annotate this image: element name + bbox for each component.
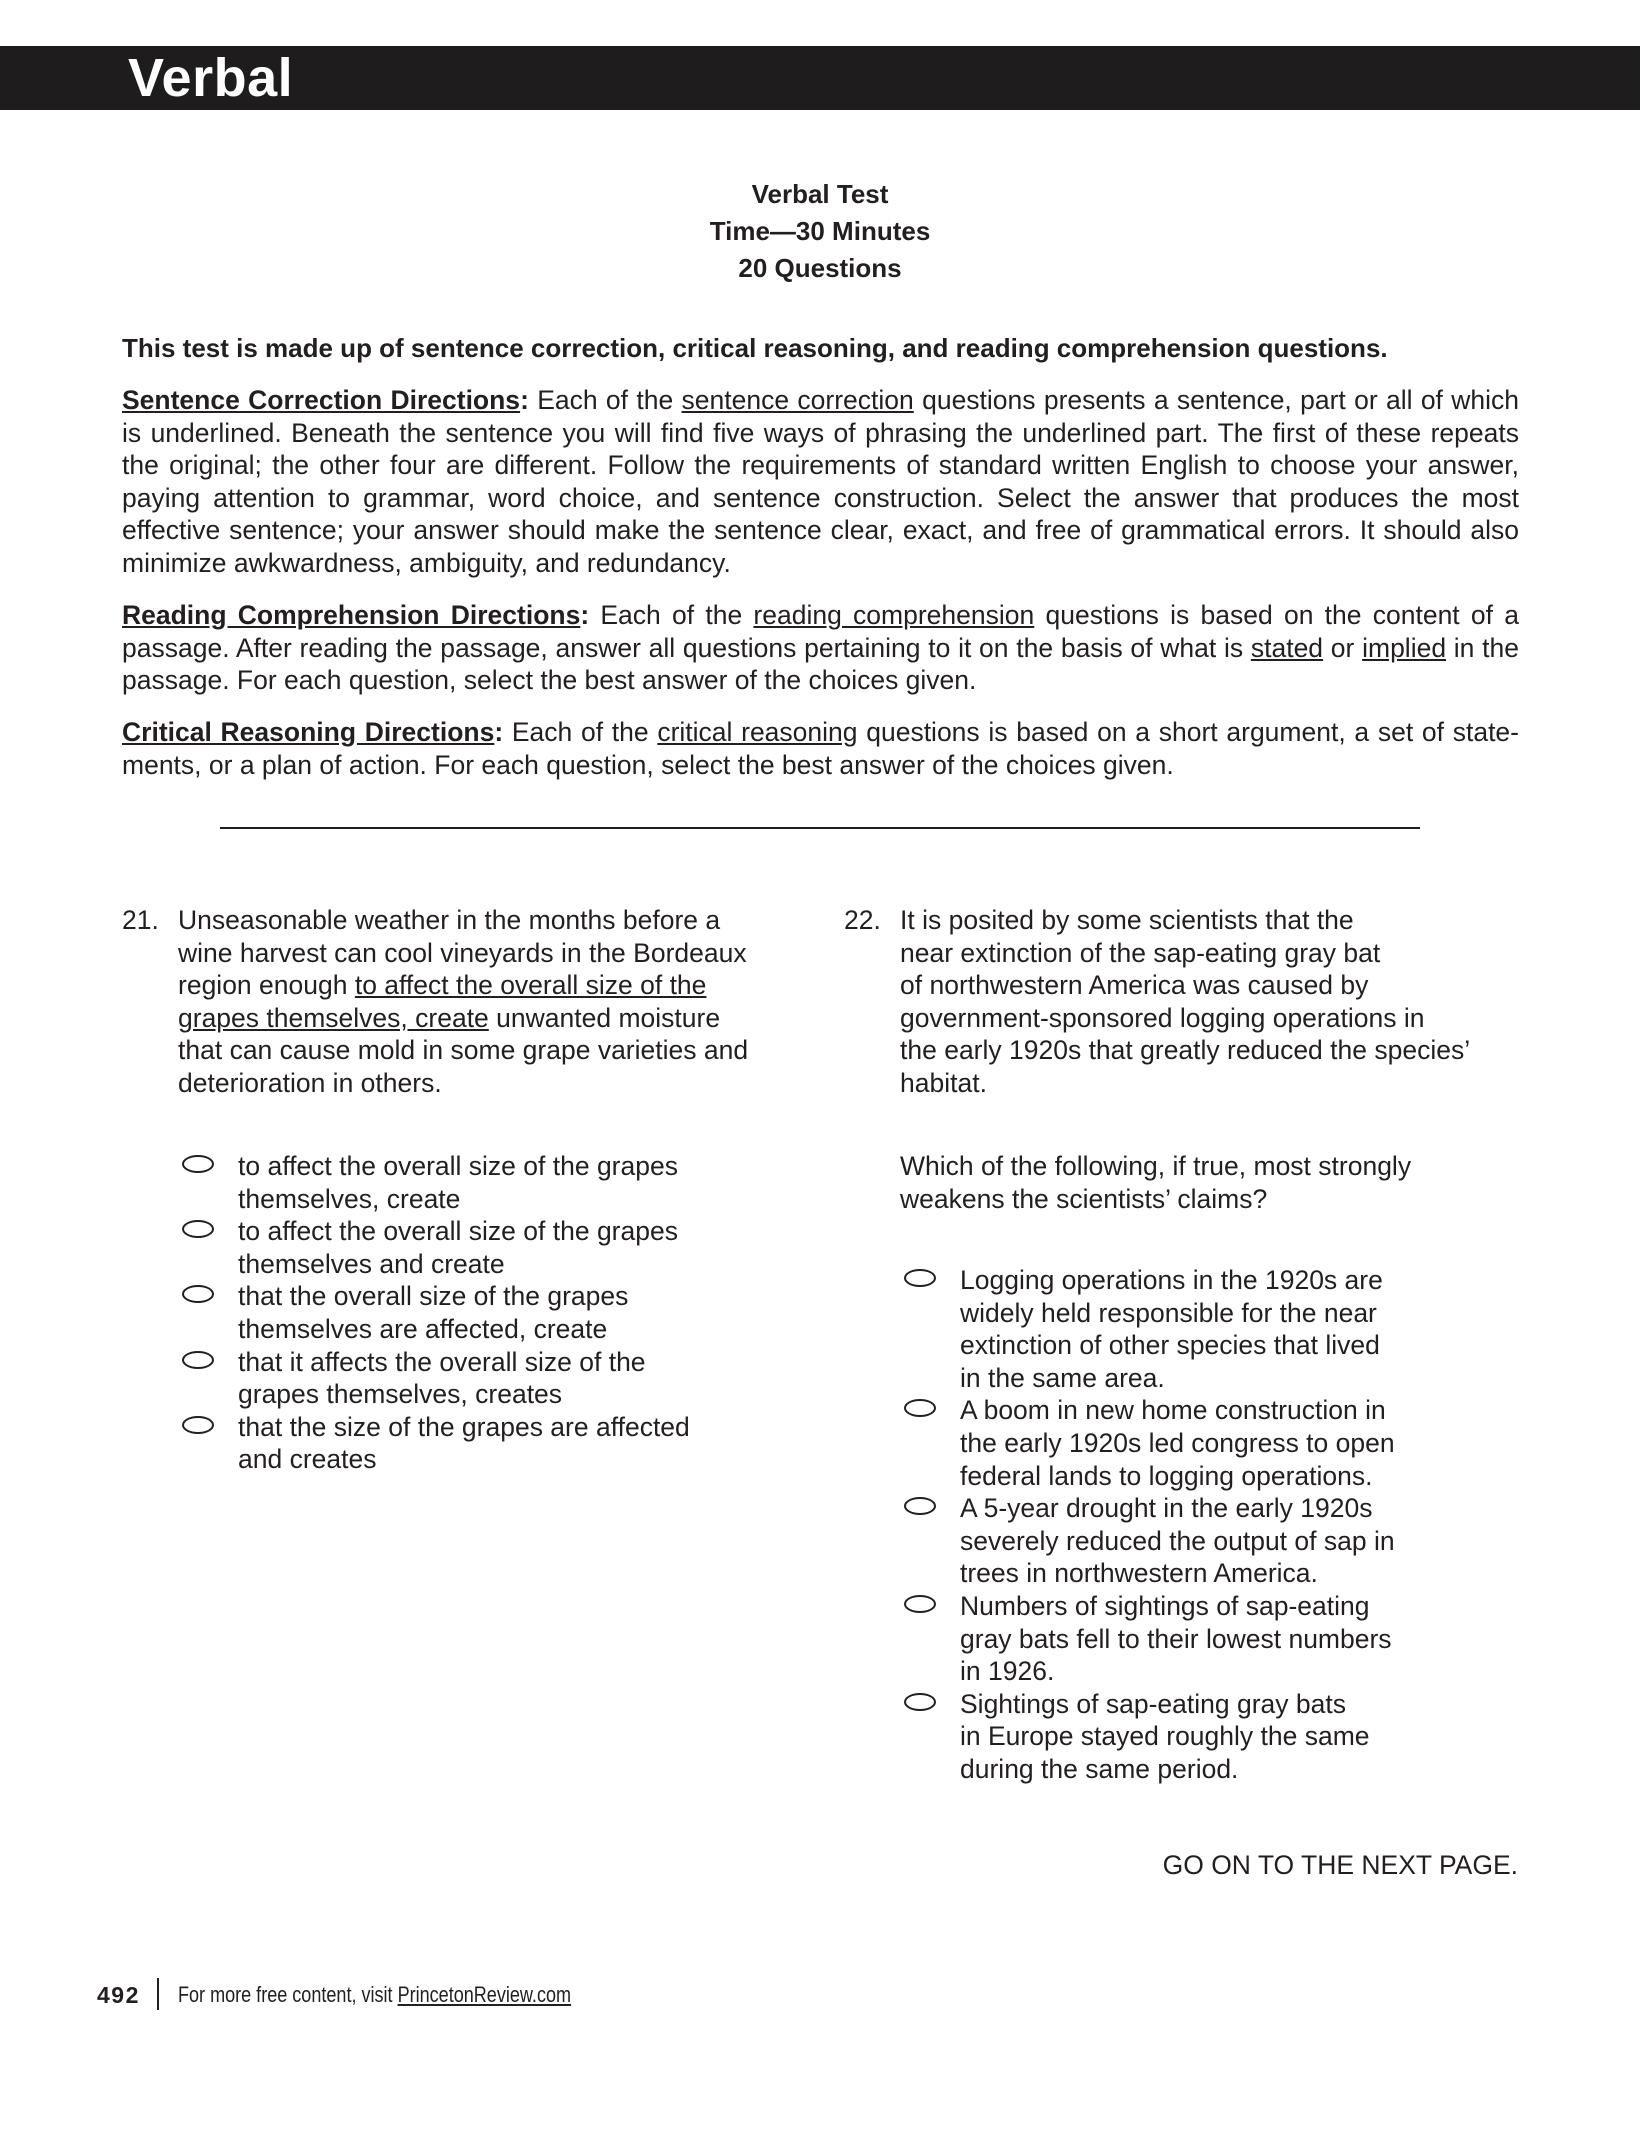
answer-bubble[interactable] [182,1351,214,1369]
footer-separator [157,1978,159,2010]
answer-choice [182,1411,690,1476]
prompt-line: Which of the following, if true, most strongly [900,1151,1412,1181]
prompt-line: weakens the scientists’ claims? [900,1183,1268,1214]
stem-text: region enough [178,970,355,1001]
test-name: Verbal Test [751,179,889,209]
choice-line: in 1926. [960,1656,1055,1687]
question-stem [178,904,748,1100]
stem-text: unwanted moisture [488,1002,721,1033]
test-question-count: 20 Questions [738,253,902,283]
answer-choice [904,1590,1395,1688]
directions-text: Each of the [503,717,658,747]
answer-choice [904,1264,1395,1394]
directions-text: or [1323,632,1363,663]
footer-prompt: For more free content, visit [178,1982,398,2007]
choice-line: and creates [238,1444,377,1475]
choice-line: severely reduced the output of sap in [960,1525,1395,1556]
answer-bubble[interactable] [904,1497,936,1515]
directions-text: questions is based on the content of a passage. After reading the passage, answer all questions pertaining to it on the basis of what is [122,600,1519,663]
answer-choice [904,1394,1395,1492]
directions-underlined-term: implied [1362,632,1447,663]
choice-line: grapes themselves, creates [238,1379,563,1410]
answer-bubble[interactable] [182,1155,214,1173]
footer-text [178,1978,571,2012]
page-number: 492 [97,1982,140,2008]
critical-reasoning-directions [122,716,1519,781]
reading-comprehension-directions [122,599,1519,697]
stem-line: that can cause mold in some grape varieties and [178,1035,749,1066]
directions-underlined-term: sentence correction [681,385,914,415]
answer-choice [182,1346,690,1411]
question-number: 21. [122,905,159,935]
directions-label: Reading Comprehension Directions [122,600,581,630]
choice-line: trees in northwestern America. [960,1558,1318,1589]
stem-line: Unseasonable weather in the months before a [178,905,721,935]
stem-line: of northwestern America was caused by [900,970,1369,1001]
directions-underlined-term: critical reasoning [657,717,858,747]
answer-choice [182,1150,690,1215]
directions-underlined-term: reading comprehension [753,600,1035,630]
choice-line: that the size of the grapes are affected [238,1411,690,1442]
directions-underlined-term: stated [1250,632,1324,663]
choice-line: A 5-year drought in the early 1920s [960,1493,1373,1524]
answer-bubble[interactable] [182,1416,214,1434]
test-intro: This test is made up of sentence correction, critical reasoning, and reading comprehension questions. [122,333,1388,363]
directions-label: Sentence Correction Directions [122,385,521,415]
question-stem [900,904,1470,1100]
directions-text: Each of the [528,385,682,415]
test-time: Time—30 Minutes [709,216,931,246]
stem-line [178,969,748,1002]
choice-line: to affect the overall size of the grapes [238,1151,678,1181]
directions-text: Each of the [589,600,754,630]
test-heading [0,176,1640,287]
choice-line: A boom in new home construction in [960,1395,1386,1426]
answer-choice [182,1280,690,1345]
choice-line: that it affects the overall size of the [238,1346,646,1377]
stem-line: habitat. [900,1067,987,1098]
choice-line: the early 1920s led congress to open [960,1427,1395,1458]
section-title: Verbal [128,48,294,108]
question-prompt [900,1150,1411,1215]
answer-choices [182,1150,690,1476]
stem-line: the early 1920s that greatly reduced the species’ [900,1035,1471,1066]
answer-bubble[interactable] [904,1693,936,1711]
answer-choice [904,1492,1395,1590]
stem-underlined-portion: to affect the overall size of the [354,970,707,1001]
answer-choices [904,1264,1395,1786]
answer-bubble[interactable] [182,1285,214,1303]
sentence-correction-directions [122,384,1519,580]
section-header-bar [0,46,1640,110]
directions-colon: : [520,385,529,415]
choice-line: that the overall size of the grapes [238,1281,629,1312]
question-22 [844,904,1544,1804]
stem-line [178,1002,748,1035]
stem-line: deterioration in others. [178,1067,442,1098]
choice-line: in Europe stayed roughly the same [960,1721,1370,1752]
section-divider [220,827,1420,829]
question-21 [122,904,822,1484]
answer-bubble[interactable] [904,1399,936,1417]
choice-line: in the same area. [960,1362,1165,1393]
choice-line: during the same period. [960,1753,1239,1784]
directions-text: in the passage. For each question, select the best answer of the choices given. [122,632,1519,696]
stem-underlined-portion: grapes themselves, create [178,1002,489,1033]
choice-line: Numbers of sightings of sap-eating [960,1590,1370,1621]
choice-line: gray bats fell to their lowest numbers [960,1623,1392,1654]
choice-line: themselves and create [238,1248,505,1279]
choice-line: to affect the overall size of the grapes [238,1216,678,1247]
directions-text: questions presents a sentence, part or all of which is underlined. Beneath the sentence you will find five ways of phrasing the underlined part. The first of these repeats the original; the other four are different. Follow the requirements of standard written English to choose your answer, paying attention to grammar, word choice, and sentence construction. Select the answer that produces the most effective sentence; your answer should make the sentence clear, exact, and free of grammatical errors. It should also minimize awkwardness, ambiguity, and redundancy. [122,385,1519,578]
question-number: 22. [844,905,881,935]
directions-label: Critical Reasoning Directions [122,717,495,747]
answer-bubble[interactable] [904,1269,936,1287]
stem-line: government-sponsored logging operations in [900,1002,1425,1033]
choice-line: federal lands to logging operations. [960,1460,1373,1491]
answer-choice [182,1215,690,1280]
choice-line: themselves, create [238,1183,461,1214]
go-on-notice: GO ON TO THE NEXT PAGE. [1162,1850,1518,1880]
footer-website-link[interactable]: PrincetonReview.com [397,1982,572,2007]
answer-bubble[interactable] [904,1595,936,1613]
stem-line: near extinction of the sap-eating gray bat [900,937,1381,968]
choice-line: themselves are affected, create [238,1313,608,1344]
answer-bubble[interactable] [182,1220,214,1238]
choice-line: extinction of other species that lived [960,1330,1380,1361]
stem-line: wine harvest can cool vineyards in the Bordeaux [178,937,747,968]
directions-colon: : [494,717,504,747]
directions-text: questions is based on a short argument, a set of state-ments, or a plan of action. For each question, select the best answer of the choices given. [122,717,1519,780]
choice-line: Sightings of sap-eating gray bats [960,1688,1346,1719]
directions-colon: : [580,600,590,630]
answer-choice [904,1688,1395,1786]
stem-line: It is posited by some scientists that the [900,905,1354,935]
choice-line: Logging operations in the 1920s are [960,1265,1383,1295]
choice-line: widely held responsible for the near [960,1297,1377,1328]
